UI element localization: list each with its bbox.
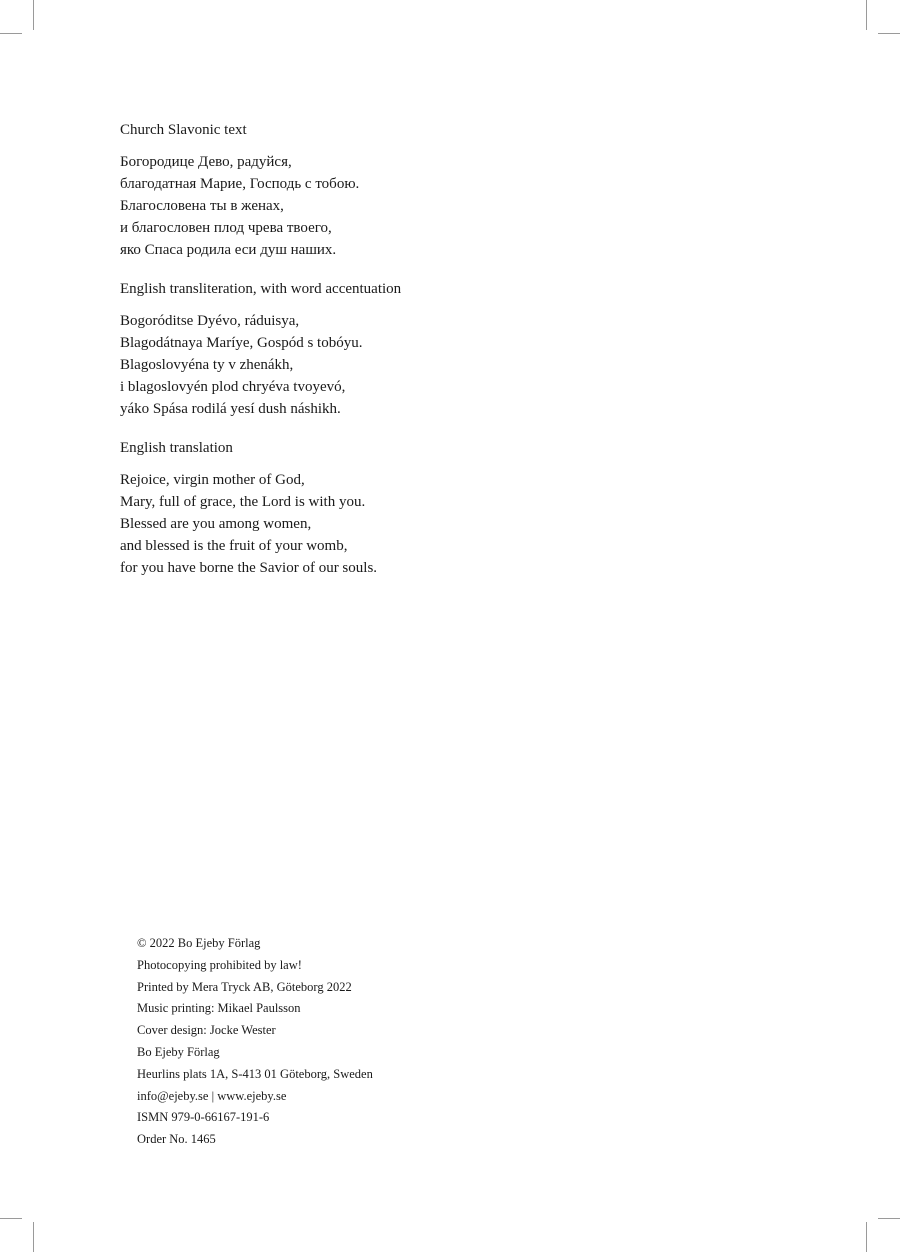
crop-mark-bottom-left-vertical	[33, 1222, 34, 1252]
verse-line: Bogoróditse Dyévo, ráduisya,	[120, 313, 300, 329]
crop-mark-top-right-horizontal	[878, 33, 900, 34]
section-heading: Church Slavonic text	[120, 122, 247, 138]
verse-church-slavonic	[120, 151, 680, 261]
verse-line: for you have borne the Savior of our souls.	[120, 560, 378, 576]
colophon-order-number: Order No. 1465	[137, 1132, 216, 1147]
crop-mark-bottom-right-horizontal	[878, 1218, 900, 1219]
verse-line: Mary, full of grace, the Lord is with you.	[120, 494, 366, 510]
crop-mark-bottom-left-horizontal	[0, 1218, 22, 1219]
verse-line: i blagoslovyén plod chryéva tvoyevó,	[120, 379, 346, 395]
verse-line: благодатная Марие, Господь с тобою.	[120, 176, 360, 192]
verse-line: и благословен плод чрева твоего,	[120, 220, 332, 236]
verse-line: яко Спаса родила еси душ наших.	[120, 242, 337, 258]
section-translation	[120, 437, 680, 579]
verse-transliteration	[120, 310, 680, 420]
crop-mark-top-left-vertical	[33, 0, 34, 30]
section-heading: English translation	[120, 440, 233, 456]
colophon-printer: Printed by Mera Tryck AB, Göteborg 2022	[137, 979, 352, 994]
crop-mark-top-right-vertical	[866, 0, 867, 30]
verse-line: yáko Spása rodilá yesí dush náshikh.	[120, 401, 341, 417]
colophon-cover-design: Cover design: Jocke Wester	[137, 1023, 276, 1038]
verse-line: Blessed are you among women,	[120, 516, 312, 532]
colophon-music-printing: Music printing: Mikael Paulsson	[137, 1001, 301, 1016]
verse-line: Blagoslovyéna ty v zhenákh,	[120, 357, 294, 373]
verse-line: Blagodátnaya Maríye, Gospód s tobóyu.	[120, 335, 363, 351]
verse-line: Богородице Дево, радуйся,	[120, 154, 292, 170]
colophon-contact: info@ejeby.se | www.ejeby.se	[137, 1088, 287, 1103]
colophon	[137, 933, 373, 1151]
colophon-photocopy-notice: Photocopying prohibited by law!	[137, 957, 302, 972]
crop-mark-bottom-right-vertical	[866, 1222, 867, 1252]
section-heading: English transliteration, with word accentuation	[120, 281, 402, 297]
colophon-address: Heurlins plats 1A, S-413 01 Göteborg, Sweden	[137, 1066, 373, 1081]
verse-translation	[120, 469, 680, 579]
verse-line: Благословена ты в женах,	[120, 198, 284, 214]
verse-line: and blessed is the fruit of your womb,	[120, 538, 348, 554]
colophon-ismn: ISMN 979-0-66167-191-6	[137, 1110, 270, 1125]
text-content	[120, 119, 680, 596]
crop-mark-top-left-horizontal	[0, 33, 22, 34]
verse-line: Rejoice, virgin mother of God,	[120, 472, 305, 488]
section-church-slavonic	[120, 119, 680, 261]
colophon-publisher: Bo Ejeby Förlag	[137, 1044, 220, 1059]
section-transliteration	[120, 278, 680, 420]
colophon-copyright: © 2022 Bo Ejeby Förlag	[137, 936, 261, 950]
